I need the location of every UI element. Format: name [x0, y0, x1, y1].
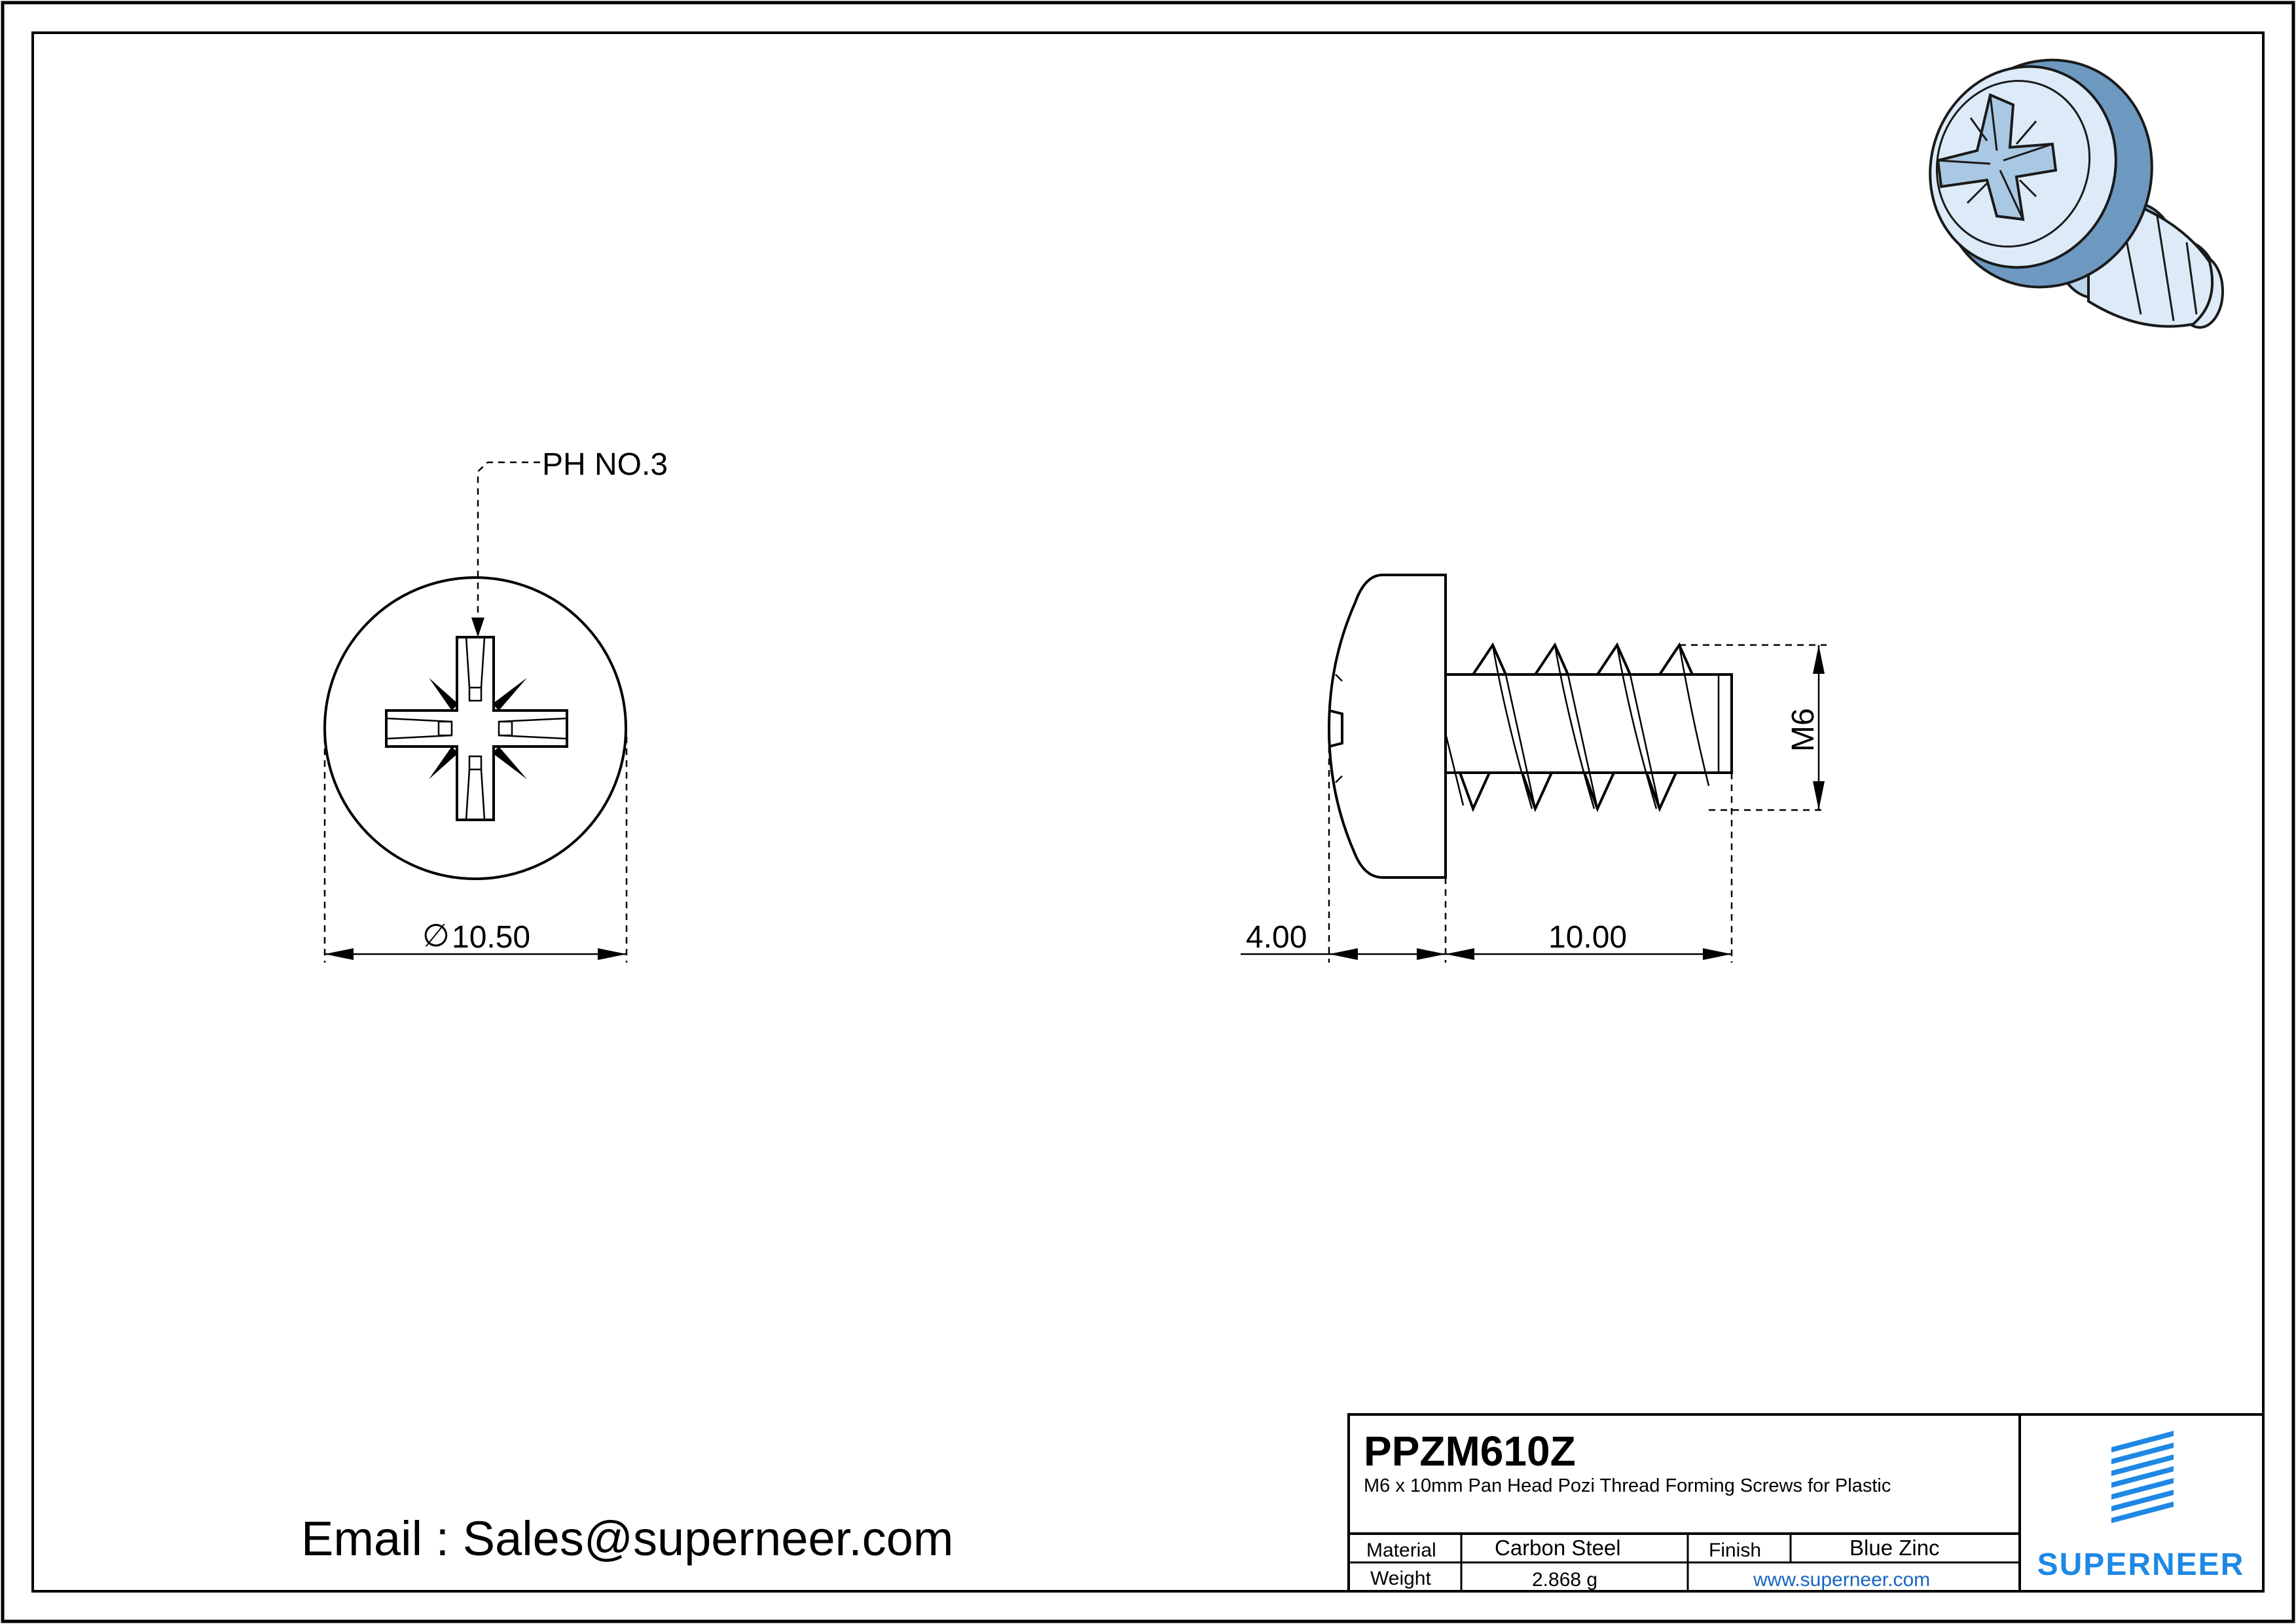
side-view [1241, 575, 1827, 963]
head-height-value: 4.00 [1246, 920, 1307, 955]
recess-leader-line [478, 462, 540, 629]
recess-callout-label: PH NO.3 [542, 447, 668, 482]
inner-border [33, 33, 2263, 1591]
shank-outline [1446, 674, 1732, 773]
recess-leader-arrow [471, 618, 484, 637]
weight-value: 2.868 g [1532, 1569, 1598, 1591]
pozi-recess [386, 637, 567, 820]
part-description: M6 x 10mm Pan Head Pozi Thread Forming Screws for Plastic [1364, 1475, 1891, 1496]
part-number: PPZM610Z [1364, 1428, 1576, 1475]
screw-head-profile [1329, 575, 1446, 877]
website-link[interactable]: www.superneer.com [1753, 1569, 1931, 1591]
weight-label: Weight [1370, 1568, 1431, 1589]
diameter-symbol: ∅ [422, 919, 450, 953]
material-value: Carbon Steel [1495, 1536, 1621, 1560]
contact-email: Email : Sales@superneer.com [301, 1511, 954, 1566]
outer-border [3, 3, 2293, 1621]
thread-size-label: M6 [1786, 708, 1821, 752]
finish-value: Blue Zinc [1850, 1536, 1940, 1560]
length-value: 10.00 [1548, 920, 1628, 955]
material-label: Material [1366, 1540, 1436, 1561]
thread-crests [1460, 645, 1692, 809]
top-view [325, 447, 668, 963]
logo-text: SUPERNEER [2037, 1547, 2245, 1582]
title-block [1349, 1414, 2263, 1591]
screw-3d-render [1902, 30, 2223, 327]
thread-helix [1446, 645, 1719, 809]
diameter-value: 10.50 [452, 920, 531, 955]
finish-label: Finish [1709, 1540, 1762, 1561]
